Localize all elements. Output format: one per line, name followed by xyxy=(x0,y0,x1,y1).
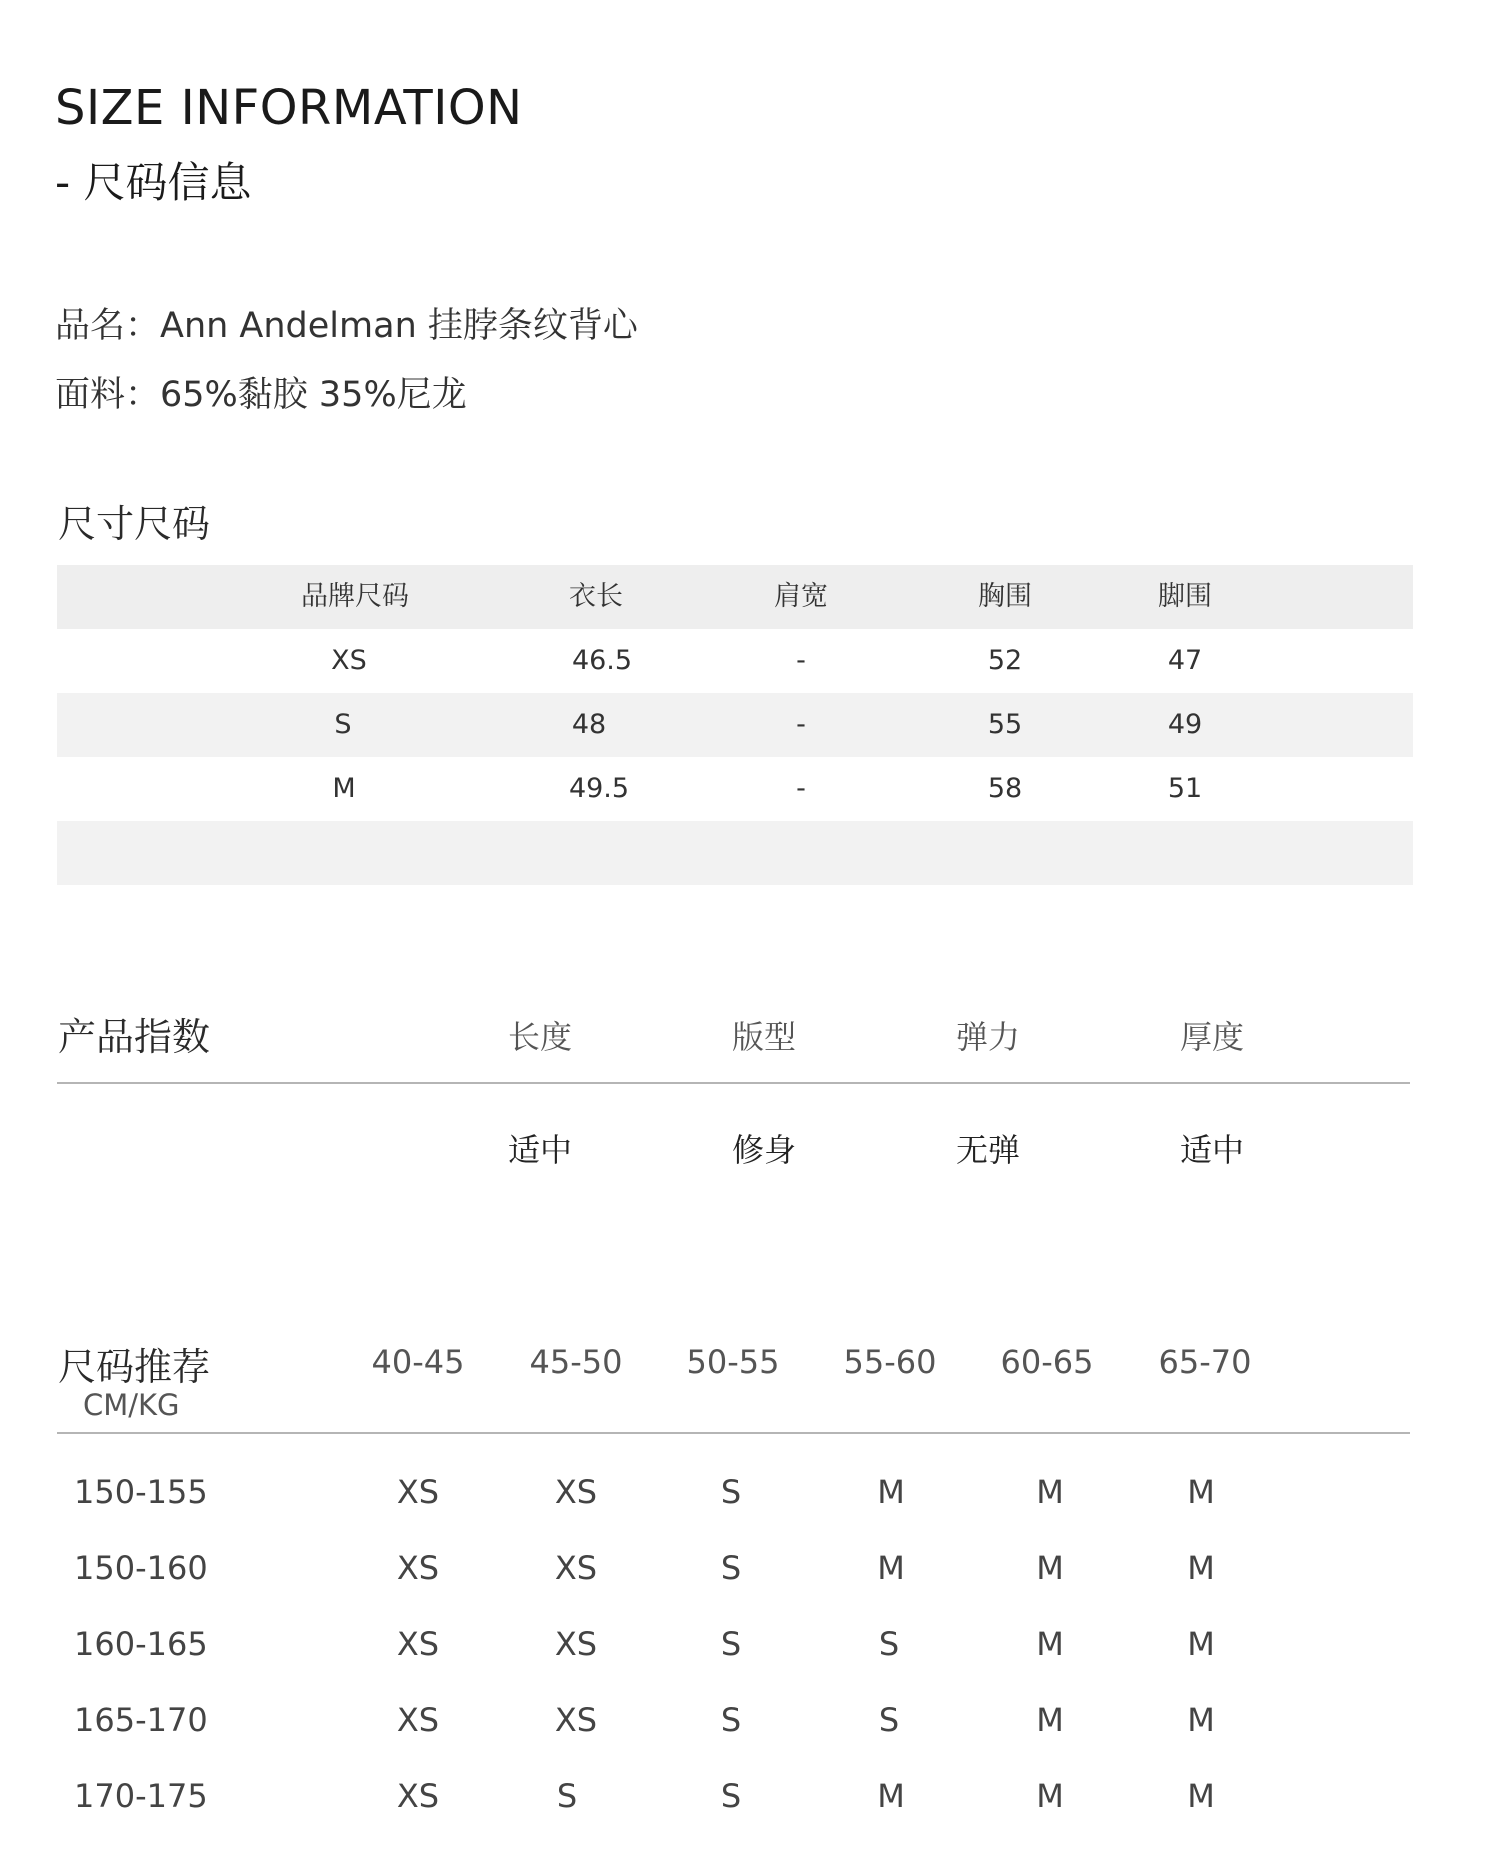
table-cell: 55 xyxy=(987,709,1023,740)
size-cell: M xyxy=(1187,1549,1215,1587)
index-value-fit: 修身 xyxy=(731,1131,797,1169)
size-cell: M xyxy=(877,1473,905,1511)
size-cell: S xyxy=(720,1549,742,1587)
size-cell: XS xyxy=(396,1549,440,1587)
index-header-length: 长度 xyxy=(507,1018,573,1056)
size-cell: M xyxy=(1187,1473,1215,1511)
size-cell: S xyxy=(878,1625,900,1663)
size-cell: M xyxy=(877,1777,905,1815)
table-cell: 51 xyxy=(1167,773,1203,804)
product-fabric: 面料：65%黏胶 35%尼龙 xyxy=(55,375,467,415)
height-label: 150-155 xyxy=(74,1473,208,1511)
size-cell: S xyxy=(878,1701,900,1739)
size-table-header xyxy=(57,565,1413,629)
table-cell: 58 xyxy=(987,773,1023,804)
table-row xyxy=(0,1473,1500,1549)
divider xyxy=(57,1082,1410,1084)
recommend-title: 尺码推荐 xyxy=(58,1345,211,1389)
size-cell: XS xyxy=(396,1625,440,1663)
table-cell: - xyxy=(796,709,806,740)
size-header-hem: 脚围 xyxy=(1158,581,1212,612)
page-subtitle: - 尺码信息 xyxy=(55,158,252,207)
size-header-bust: 胸围 xyxy=(978,581,1032,612)
weight-header: 60-65 xyxy=(1000,1343,1094,1381)
page-title: SIZE INFORMATION xyxy=(55,80,523,136)
height-label: 150-160 xyxy=(74,1549,208,1587)
weight-header: 45-50 xyxy=(529,1343,623,1381)
table-row xyxy=(57,629,1413,693)
index-value-stretch: 无弹 xyxy=(955,1131,1021,1169)
size-header-brand-size: 品牌尺码 xyxy=(301,581,409,612)
size-cell: XS xyxy=(396,1777,440,1815)
table-cell: 52 xyxy=(987,645,1023,676)
table-cell: 46.5 xyxy=(571,645,633,676)
size-header-shoulder: 肩宽 xyxy=(774,581,828,612)
size-cell: XS xyxy=(396,1473,440,1511)
size-cell: M xyxy=(1036,1625,1064,1663)
table-row xyxy=(0,1549,1500,1625)
size-cell: S xyxy=(720,1777,742,1815)
weight-header: 50-55 xyxy=(686,1343,780,1381)
table-row xyxy=(57,693,1413,757)
size-table xyxy=(57,565,1413,885)
size-cell: M xyxy=(1187,1625,1215,1663)
product-index-title: 产品指数 xyxy=(58,1015,211,1059)
size-cell: S xyxy=(720,1473,742,1511)
index-header-thickness: 厚度 xyxy=(1179,1018,1245,1056)
table-cell: - xyxy=(796,645,806,676)
size-cell: S xyxy=(720,1625,742,1663)
table-row xyxy=(0,1777,1500,1853)
size-cell: S xyxy=(556,1777,578,1815)
size-cell: XS xyxy=(554,1549,598,1587)
index-header-stretch: 弹力 xyxy=(955,1018,1021,1056)
size-cell: XS xyxy=(554,1625,598,1663)
table-cell: 47 xyxy=(1167,645,1203,676)
size-cell: M xyxy=(1036,1549,1064,1587)
height-label: 160-165 xyxy=(74,1625,208,1663)
index-value-thickness: 适中 xyxy=(1179,1131,1245,1169)
height-label: 165-170 xyxy=(74,1701,208,1739)
size-cell: M xyxy=(1036,1701,1064,1739)
weight-header: 40-45 xyxy=(371,1343,465,1381)
table-cell: 49.5 xyxy=(568,773,630,804)
size-cell: M xyxy=(1036,1777,1064,1815)
size-cell: XS xyxy=(554,1473,598,1511)
divider xyxy=(57,1432,1410,1434)
product-name: 品名：Ann Andelman 挂脖条纹背心 xyxy=(55,306,638,346)
size-cell: M xyxy=(1036,1473,1064,1511)
height-label: 170-175 xyxy=(74,1777,208,1815)
index-value-length: 适中 xyxy=(507,1131,573,1169)
weight-header: 65-70 xyxy=(1158,1343,1252,1381)
size-cell: M xyxy=(1187,1777,1215,1815)
size-cell: S xyxy=(720,1701,742,1739)
table-cell: - xyxy=(796,773,806,804)
size-header-length: 衣长 xyxy=(569,581,623,612)
size-table-title: 尺寸尺码 xyxy=(58,502,211,546)
size-cell: XS xyxy=(396,1701,440,1739)
table-cell: 49 xyxy=(1167,709,1203,740)
table-row xyxy=(0,1701,1500,1777)
table-cell: XS xyxy=(331,645,367,676)
table-cell: M xyxy=(332,773,356,804)
size-cell: M xyxy=(877,1549,905,1587)
table-cell: S xyxy=(334,709,352,740)
table-cell: 48 xyxy=(571,709,607,740)
index-header-fit: 版型 xyxy=(731,1018,797,1056)
table-row xyxy=(57,757,1413,821)
weight-header: 55-60 xyxy=(843,1343,937,1381)
size-cell: M xyxy=(1187,1701,1215,1739)
table-row-empty xyxy=(57,821,1413,885)
size-cell: XS xyxy=(554,1701,598,1739)
table-row xyxy=(0,1625,1500,1701)
recommend-unit: CM/KG xyxy=(83,1388,180,1422)
